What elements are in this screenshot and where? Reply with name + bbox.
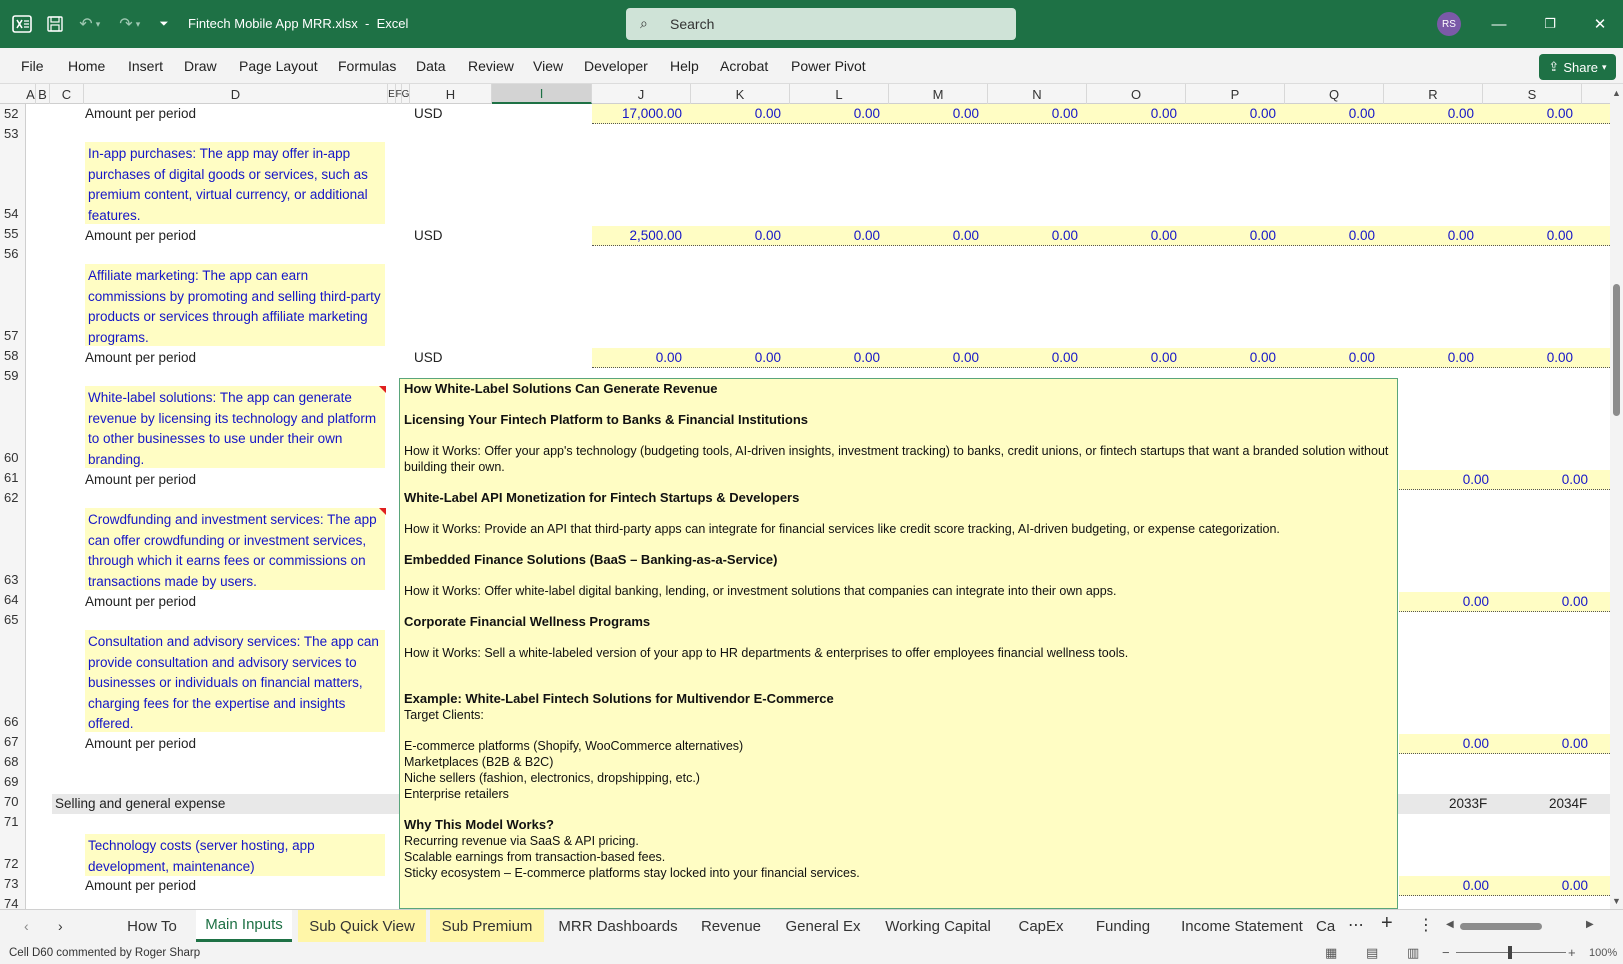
cell-label[interactable]: Amount per period <box>85 472 197 487</box>
restore-icon[interactable]: ❐ <box>1544 16 1556 31</box>
column-headers <box>0 84 1610 104</box>
menu-acrobat[interactable]: Acrobat <box>720 58 769 74</box>
cell-unit[interactable]: USD <box>414 228 443 243</box>
row-header[interactable]: 65 <box>4 612 19 627</box>
cell-label[interactable]: Amount per period <box>85 736 197 751</box>
cell-value[interactable]: 0.00 <box>1051 106 1078 121</box>
values-row-64[interactable] <box>1399 592 1610 612</box>
cell-value[interactable]: 0.00 <box>1462 878 1489 893</box>
cell-value[interactable]: 0.00 <box>1150 106 1177 121</box>
comment-heading: Embedded Finance Solutions (BaaS – Banking-as-a-Service) <box>404 552 778 567</box>
year-header: 2033F <box>1449 796 1488 811</box>
cell-value[interactable]: 0.00 <box>1561 472 1588 487</box>
tab-capex[interactable]: CapEx <box>1018 917 1064 935</box>
row-header[interactable]: 60 <box>4 450 19 465</box>
row-header[interactable]: 73 <box>4 876 19 891</box>
cell-label[interactable]: Amount per period <box>85 350 197 365</box>
column-header[interactable]: E <box>388 84 396 104</box>
row-header[interactable]: 59 <box>4 368 19 383</box>
search-box[interactable] <box>626 8 1016 40</box>
minimize-icon[interactable]: — <box>1491 15 1507 33</box>
row-header[interactable]: 71 <box>4 814 19 829</box>
comment-list-item: Recurring revenue via SaaS & API pricing. <box>404 834 639 848</box>
comment-heading: Licensing Your Fintech Platform to Banks & Financial Institutions <box>404 412 809 427</box>
menu-draw[interactable]: Draw <box>184 58 217 74</box>
cell-value[interactable]: 0.00 <box>1546 228 1573 243</box>
comment-list-item: E-commerce platforms (Shopify, WooCommerce alternatives) <box>404 739 744 753</box>
close-icon[interactable]: ✕ <box>1593 16 1607 33</box>
row-header[interactable]: 66 <box>4 714 19 729</box>
comment-list-item: Niche sellers (fashion, electronics, dropshipping, etc.) <box>404 771 700 785</box>
row-header[interactable]: 55 <box>4 226 19 241</box>
values-row-58[interactable] <box>592 348 1610 368</box>
cell-unit[interactable]: USD <box>414 106 443 121</box>
cell-label[interactable]: Amount per period <box>85 228 197 243</box>
comment-list-item: Marketplaces (B2B & B2C) <box>404 755 554 769</box>
column-header[interactable]: B <box>36 84 50 104</box>
cell-value[interactable]: 0.00 <box>1561 878 1588 893</box>
column-header[interactable]: O <box>1087 84 1186 104</box>
cell-description-in-app-purchases[interactable]: In-app purchases: The app may offer in-app purchases of digital goods or services, such as premium content, virtual currency, or additional features. <box>85 142 385 224</box>
comment-heading: Corporate Financial Wellness Programs <box>404 614 651 629</box>
tab-cash-partial[interactable]: Ca <box>1316 917 1336 935</box>
comment-heading: White-Label API Monetization for Fintech Startups & Developers <box>404 490 800 505</box>
undo-dropdown-icon[interactable]: ▾ <box>95 18 101 29</box>
cell-value[interactable]: 0.00 <box>1447 106 1474 121</box>
scroll-up-icon[interactable]: ▲ <box>1612 88 1621 98</box>
search-placeholder: Search <box>670 16 715 32</box>
row-header[interactable]: 52 <box>4 106 19 121</box>
menu-review[interactable]: Review <box>468 58 514 74</box>
cell-value[interactable]: 0.00 <box>1447 228 1474 243</box>
row-header[interactable]: 62 <box>4 490 19 505</box>
save-icon[interactable] <box>43 12 67 36</box>
column-header[interactable]: G <box>402 84 410 104</box>
horizontal-scroll-thumb[interactable] <box>1460 923 1542 930</box>
zoom-out-icon[interactable]: − <box>1442 945 1450 960</box>
cell-description-crowdfunding[interactable]: Crowdfunding and investment services: The app can offer crowdfunding or investment services, through which it earns fees or commissions on transactions made by users. <box>85 508 385 590</box>
tab-general-ex[interactable]: General Ex <box>785 917 861 935</box>
redo-dropdown-icon[interactable]: ▾ <box>135 18 141 29</box>
row-header[interactable]: 64 <box>4 592 19 607</box>
add-sheet-icon[interactable]: + <box>1381 912 1393 934</box>
tab-funding[interactable]: Funding <box>1095 917 1151 935</box>
column-header[interactable]: C <box>50 84 84 104</box>
tab-revenue[interactable]: Revenue <box>700 917 762 935</box>
cell-unit[interactable]: USD <box>414 350 443 365</box>
cell-value[interactable]: 0.00 <box>1561 736 1588 751</box>
menu-insert[interactable]: Insert <box>128 58 164 74</box>
horizontal-scrollbar[interactable] <box>1446 919 1596 933</box>
cell-value[interactable]: 0.00 <box>952 228 979 243</box>
redo-icon[interactable]: ↷ <box>119 16 133 33</box>
row-header[interactable]: 74 <box>4 896 19 909</box>
comment-heading: Why This Model Works? <box>404 817 554 832</box>
customize-toolbar-icon[interactable]: ⏷ <box>159 17 169 30</box>
comment-text: How it Works: Offer white-label digital banking, lending, or investment solutions that companies can integrate into their own apps. <box>404 584 1117 598</box>
row-header[interactable]: 57 <box>4 328 19 343</box>
comment-text: How it Works: Offer your app's technology (budgeting tools, AI-driven insights, investment tracking) to banks, credit unions, or fintech startups that want a branded solution without building their own. <box>404 444 1389 474</box>
menu-page-layout[interactable]: Page Layout <box>239 58 318 74</box>
cell-value[interactable]: 2,500.00 <box>629 228 682 243</box>
cell-value[interactable]: 0.00 <box>1051 350 1078 365</box>
row-header[interactable]: 67 <box>4 734 19 749</box>
tab-income-statement[interactable]: Income Statement <box>1181 917 1303 935</box>
menu-home[interactable]: Home <box>68 58 106 74</box>
row-header[interactable]: 72 <box>4 856 19 871</box>
row-header[interactable]: 69 <box>4 774 19 789</box>
cell-value[interactable]: 0.00 <box>1462 736 1489 751</box>
column-header[interactable]: N <box>988 84 1087 104</box>
column-header[interactable]: F <box>396 84 402 104</box>
column-header[interactable]: S <box>1483 84 1582 104</box>
comment-list-item: Sticky ecosystem – E-commerce platforms stay locked into your financial services. <box>404 866 860 880</box>
zoom-slider-handle[interactable] <box>1508 946 1512 959</box>
column-header[interactable]: A <box>26 84 36 104</box>
cell-value[interactable]: 0.00 <box>952 350 979 365</box>
sheet-tab-bar <box>0 909 1623 942</box>
cell-value[interactable]: 0.00 <box>952 106 979 121</box>
row-header[interactable]: 61 <box>4 470 19 485</box>
cell-value[interactable]: 0.00 <box>754 350 781 365</box>
menu-view[interactable]: View <box>533 58 564 74</box>
cell-value[interactable]: 17,000.00 <box>621 106 682 121</box>
column-header[interactable]: J <box>592 84 691 104</box>
cell-label[interactable]: Amount per period <box>85 594 197 609</box>
search-icon: ⌕ <box>640 15 648 31</box>
cell-value[interactable]: 0.00 <box>1561 594 1588 609</box>
cell-value[interactable]: 0.00 <box>1348 228 1375 243</box>
scroll-left-icon[interactable]: ◀ <box>1446 919 1454 930</box>
column-header[interactable]: D <box>84 84 388 104</box>
menu-file[interactable]: File <box>21 58 44 74</box>
column-header[interactable]: K <box>691 84 790 104</box>
zoom-level[interactable]: 100% <box>1589 947 1618 959</box>
cell-value[interactable]: 0.00 <box>1249 106 1276 121</box>
section-title: Selling and general expense <box>55 796 226 811</box>
page-break-view-icon[interactable]: ▥ <box>1407 945 1420 960</box>
comment-indicator[interactable] <box>379 386 386 393</box>
share-button[interactable]: ⇪ Share ▾ <box>1539 54 1616 80</box>
tab-working-capital[interactable]: Working Capital <box>885 917 991 935</box>
menu-developer[interactable]: Developer <box>584 58 648 74</box>
menu-formulas[interactable]: Formulas <box>338 58 397 74</box>
cell-value[interactable]: 0.00 <box>1546 350 1573 365</box>
row-header[interactable]: 58 <box>4 348 19 363</box>
column-header[interactable]: M <box>889 84 988 104</box>
comment-text: Target Clients: <box>404 708 484 722</box>
row-headers <box>0 104 26 909</box>
cell-value[interactable]: 0.00 <box>754 228 781 243</box>
values-row-52[interactable] <box>592 104 1610 124</box>
row-header[interactable]: 54 <box>4 206 19 221</box>
comment-text: How it Works: Provide an API that third-party apps can integrate for financial services like credit score tracking, AI-driven budgeting, or expense categorization. <box>404 522 1280 536</box>
year-header: 2034F <box>1549 796 1588 811</box>
zoom-in-icon[interactable]: + <box>1568 945 1576 960</box>
share-icon: ⇪ <box>1548 59 1560 74</box>
tab-how-to[interactable]: How To <box>127 917 177 935</box>
excel-logo-icon <box>10 12 34 36</box>
tab-prev-icon[interactable]: ‹ <box>24 918 29 934</box>
cell-value[interactable]: 0.00 <box>853 106 880 121</box>
cell-value[interactable]: 0.00 <box>853 350 880 365</box>
cell-label[interactable]: Amount per period <box>85 878 197 893</box>
comment-text: How it Works: Sell a white-labeled version of your app to HR departments & enterprises to offer employees financial wellness tools. <box>404 646 1129 660</box>
row-header[interactable]: 56 <box>4 246 19 261</box>
tab-sub-premium[interactable]: Sub Premium <box>430 910 544 942</box>
column-header[interactable]: R <box>1384 84 1483 104</box>
values-row-61[interactable] <box>1399 470 1610 490</box>
column-header[interactable]: Q <box>1285 84 1384 104</box>
comment-heading: How White-Label Solutions Can Generate Revenue <box>404 381 718 396</box>
cell-description-white-label[interactable]: White-label solutions: The app can generate revenue by licensing its technology and platform to other businesses to use under their own branding. <box>85 386 385 468</box>
cell-value[interactable]: 0.00 <box>853 228 880 243</box>
cell-comment-popup[interactable] <box>399 378 1398 909</box>
options-icon[interactable]: ⋮ <box>1418 917 1434 934</box>
cell-value[interactable]: 0.00 <box>1249 350 1276 365</box>
status-text: Cell D60 commented by Roger Sharp <box>9 947 201 959</box>
vertical-scroll-thumb[interactable] <box>1613 284 1620 416</box>
cell-value[interactable]: 0.00 <box>1150 350 1177 365</box>
cell-value[interactable]: 0.00 <box>1051 228 1078 243</box>
values-row-73[interactable] <box>1399 876 1610 896</box>
cell-value[interactable]: 0.00 <box>1462 594 1489 609</box>
comment-list-item: Enterprise retailers <box>404 787 509 801</box>
cell-value[interactable]: 0.00 <box>655 350 682 365</box>
menu-help[interactable]: Help <box>670 58 699 74</box>
more-tabs-icon[interactable]: ⋯ <box>1348 917 1364 934</box>
ribbon-menu <box>0 48 1623 84</box>
cell-description-technology-costs[interactable]: Technology costs (server hosting, app development, maintenance) <box>85 834 385 876</box>
cell-value[interactable]: 0.00 <box>1546 106 1573 121</box>
tab-main-inputs[interactable]: Main Inputs <box>196 910 292 942</box>
cell-value[interactable]: 0.00 <box>1348 350 1375 365</box>
tab-sub-quick-view[interactable]: Sub Quick View <box>298 910 426 942</box>
document-title: Fintech Mobile App MRR.xlsx - Excel <box>188 16 409 31</box>
cell-value[interactable]: 0.00 <box>1249 228 1276 243</box>
column-header[interactable]: P <box>1186 84 1285 104</box>
status-bar <box>0 942 1623 964</box>
cell-value[interactable]: 0.00 <box>1447 350 1474 365</box>
row-header[interactable]: 63 <box>4 572 19 587</box>
values-row-55[interactable] <box>592 226 1610 246</box>
undo-icon[interactable]: ↶ <box>79 16 93 33</box>
tab-mrr-dashboards[interactable]: MRR Dashboards <box>558 917 678 935</box>
column-header-selected[interactable]: I <box>492 84 592 104</box>
row-header[interactable]: 70 <box>4 794 19 809</box>
chevron-down-icon: ▾ <box>1602 61 1607 72</box>
menu-power-pivot[interactable]: Power Pivot <box>791 58 866 74</box>
cell-description-consultation[interactable]: Consultation and advisory services: The app can provide consultation and advisory services to businesses or individuals on financial matters, charging fees for the expertise and insights offered. <box>85 630 385 732</box>
menu-data[interactable]: Data <box>416 58 446 74</box>
cell-value[interactable]: 0.00 <box>1462 472 1489 487</box>
title-bar <box>0 0 1623 48</box>
values-row-67[interactable] <box>1399 734 1610 754</box>
column-header[interactable]: L <box>790 84 889 104</box>
scroll-right-icon[interactable]: ▶ <box>1586 919 1594 930</box>
cell-value[interactable]: 0.00 <box>1150 228 1177 243</box>
user-avatar[interactable]: RS <box>1437 12 1461 36</box>
tab-next-icon[interactable]: › <box>58 918 63 934</box>
vertical-scrollbar[interactable] <box>1610 84 1623 909</box>
comment-list-item: Scalable earnings from transaction-based fees. <box>404 850 666 864</box>
row-header[interactable]: 53 <box>4 126 19 141</box>
page-layout-view-icon[interactable]: ▤ <box>1366 945 1379 960</box>
cell-value[interactable]: 0.00 <box>754 106 781 121</box>
cell-description-affiliate-marketing[interactable]: Affiliate marketing: The app can earn commissions by promoting and selling third-party products or services through affiliate marketing programs. <box>85 264 385 346</box>
row-header[interactable]: 68 <box>4 754 19 769</box>
column-header[interactable]: H <box>410 84 492 104</box>
comment-indicator[interactable] <box>379 508 386 515</box>
normal-view-icon[interactable]: ▦ <box>1325 945 1338 960</box>
cell-value[interactable]: 0.00 <box>1348 106 1375 121</box>
scroll-down-icon[interactable]: ▼ <box>1612 896 1621 906</box>
comment-heading: Example: White-Label Fintech Solutions for Multivendor E-Commerce <box>404 691 834 706</box>
cell-label[interactable]: Amount per period <box>85 106 197 121</box>
